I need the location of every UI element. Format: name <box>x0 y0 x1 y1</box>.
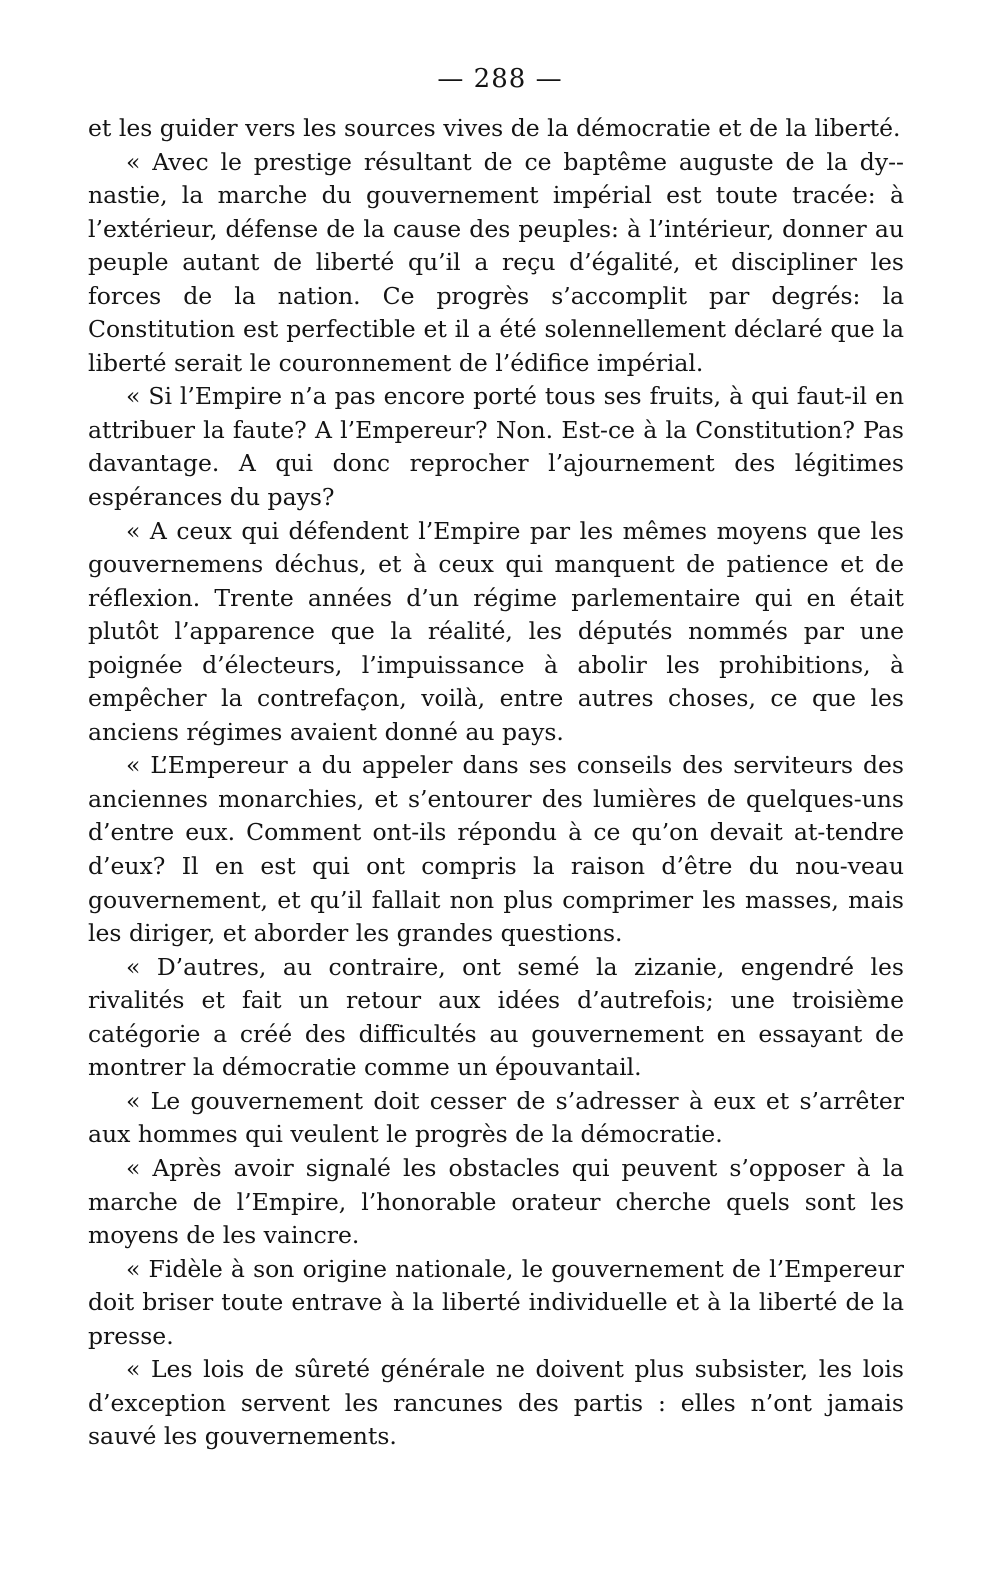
page-body <box>88 112 904 1454</box>
page-number: — 288 — <box>437 64 563 94</box>
paragraph: « L’Empereur a du appeler dans ses conseils des serviteurs des anciennes monarchies, et s’entourer des lumières de quelques-uns d’entre eux. Comment ont-ils répondu à ce qu’on devait at-tendre d’eux? Il en est qui ont compris la raison d’être du nou-veau gouvernement, et qu’il fallait non plus comprimer les masses, mais les diriger, et aborder les grandes questions. <box>88 751 904 948</box>
paragraph: « Si l’Empire n’a pas encore porté tous ses fruits, à qui faut-il en attribuer la faute? A l’Empereur? Non. Est-ce à la Constitution? Pas davantage. A qui donc reprocher l’ajournement des légitimes espérances du pays? <box>88 382 904 512</box>
paragraph: « A ceux qui défendent l’Empire par les mêmes moyens que les gouvernemens déchus, et à ceux qui manquent de patience et de réflexion. Trente années d’un régime parlementaire qui en était plutôt l’apparence que la réalité, les députés nommés par une poignée d’électeurs, l’impuissance à abolir les prohibitions, à empêcher la contrefaçon, voilà, entre autres choses, ce que les anciens régimes avaient donné au pays. <box>88 516 904 746</box>
paragraph: « Après avoir signalé les obstacles qui peuvent s’opposer à la marche de l’Empire, l’honorable orateur cherche quels sont les moyens de les vaincre. <box>88 1153 904 1250</box>
paragraph-continuation: et les guider vers les sources vives de la démocratie et de la liberté. <box>88 114 901 142</box>
paragraph: « Le gouvernement doit cesser de s’adresser à eux et s’arrêter aux hommes qui veulent le progrès de la démocratie. <box>88 1086 904 1149</box>
paragraph: « Les lois de sûreté générale ne doivent plus subsister, les lois d’exception servent les rancunes des partis : elles n’ont jamais sauvé les gouvernements. <box>88 1355 904 1451</box>
paragraph: « Avec le prestige résultant de ce baptême auguste de la dy-nastie, la marche du gouvernement impérial est toute tracée: à l’extérieur, défense de la cause des peuples: à l’intérieur, donner au peuple autant de liberté qu’il a reçu d’égalité, et discipliner les forces de la nation. Ce progrès s’accomplit par degrés: la Constitution est perfectible et il a été solennellement déclaré que la liberté serait le couronnement de l’édifice impérial. <box>88 147 904 377</box>
paragraph: « Fidèle à son origine nationale, le gouvernement de l’Empereur doit briser toute entrave à la liberté individuelle et à la liberté de la presse. <box>88 1254 904 1350</box>
paragraph: « D’autres, au contraire, ont semé la zizanie, engendré les rivalités et fait un retour aux idées d’autrefois; une troisième catégorie a créé des difficultés au gouvernement en essayant de montrer la démocratie comme un épouvantail. <box>88 952 904 1082</box>
